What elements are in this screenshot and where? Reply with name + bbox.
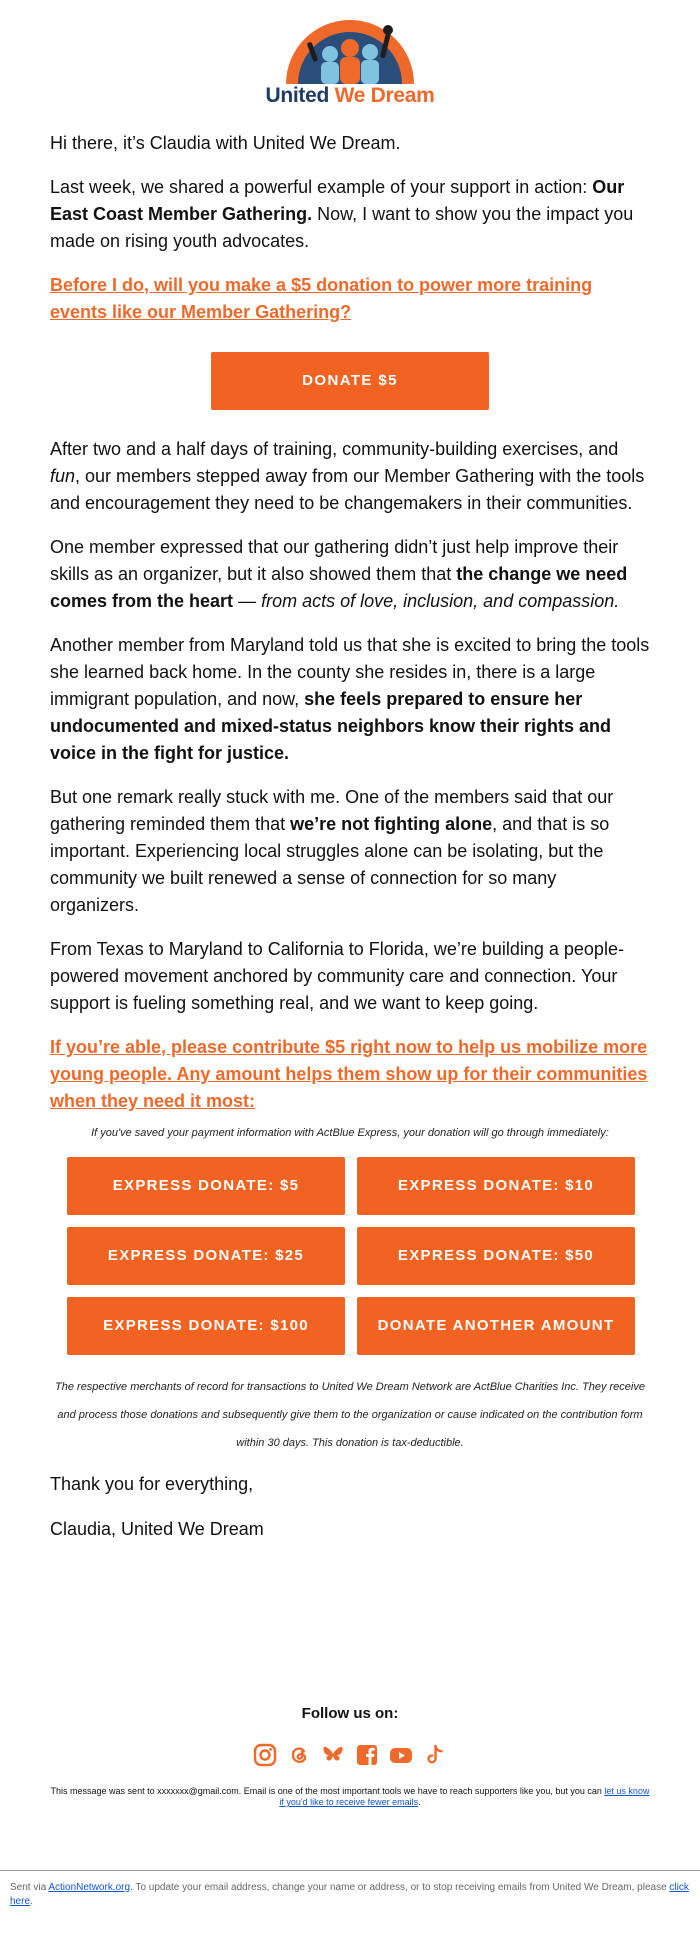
- fewer-emails-link[interactable]: let us know if you'd like to receive fewer emails: [279, 1786, 650, 1807]
- youtube-icon[interactable]: [388, 1742, 414, 1768]
- update-preferences-link[interactable]: click here: [10, 1882, 689, 1907]
- legal-notice: This message was sent to xxxxxxx@gmail.com. Email is one of the most important tools we have to reach supporters like you, but you can let us know if you'd like to receive fewer emails.: [50, 1786, 650, 1807]
- facebook-icon[interactable]: [354, 1742, 380, 1768]
- actionnetwork-link[interactable]: ActionNetwork.org: [48, 1882, 131, 1893]
- donate-another-amount-button[interactable]: DONATE ANOTHER AMOUNT: [357, 1297, 635, 1355]
- paragraph-remark: But one remark really stuck with me. One of the members said that our gathering reminded them that we’re not fighting alone, and that is so important. Experiencing local struggles alone can be isolating, but the community we built renewed a sense of connection for so many organizers.: [50, 787, 614, 915]
- thank-you-line: Thank you for everything,: [50, 1474, 254, 1494]
- actionnetwork-footer: Sent via ActionNetwork.org. To update your email address, change your name or address, or to stop receiving emails from United We Dream, please click here.: [0, 1870, 700, 1909]
- actblue-express-note: If you've saved your payment information with ActBlue Express, your donation will go through immediately:: [91, 1127, 609, 1139]
- contribute-cta-link[interactable]: If you’re able, please contribute $5 right now to help us mobilize more young people. Any amount helps them show up for their communities when they need it most:: [50, 1037, 648, 1111]
- express-donate-100-button[interactable]: EXPRESS DONATE: $100: [67, 1297, 345, 1355]
- united-we-dream-logo[interactable]: [250, 20, 450, 114]
- express-donate-50-button[interactable]: EXPRESS DONATE: $50: [357, 1227, 635, 1285]
- donate-5-button[interactable]: DONATE $5: [211, 352, 489, 410]
- donation-cta-link[interactable]: Before I do, will you make a $5 donation to power more training events like our Member Gathering?: [50, 275, 593, 322]
- actblue-disclaimer: The respective merchants of record for transactions to United We Dream Network are ActBlue Charities Inc. They receive and process those donations and subsequently give them to the organization or cause indicated on the contribution form within 30 days. This donation is tax-deductible.: [55, 1381, 645, 1449]
- paragraph-heart: One member expressed that our gathering didn’t just help improve their skills as an organizer, but it also showed them that the change we need comes from the heart — from acts of love, inclusion, and compassion.: [50, 537, 628, 611]
- express-donate-grid: [67, 1157, 633, 1355]
- paragraph-movement: From Texas to Maryland to California to Florida, we’re building a people-powered movement anchored by community care and connection. Your support is fueling something real, and we want to keep going.: [50, 939, 624, 1013]
- express-donate-10-button[interactable]: EXPRESS DONATE: $10: [357, 1157, 635, 1215]
- email-body: [50, 130, 650, 1561]
- threads-icon[interactable]: [286, 1742, 312, 1768]
- greeting: Hi there, it’s Claudia with United We Dream.: [50, 133, 401, 153]
- follow-us-heading: Follow us on:: [301, 1705, 399, 1722]
- bluesky-icon[interactable]: [320, 1742, 346, 1768]
- express-donate-5-button[interactable]: EXPRESS DONATE: $5: [67, 1157, 345, 1215]
- social-icons: [250, 1742, 450, 1770]
- logo-wordmark: United We Dream: [265, 84, 435, 107]
- signature: Claudia, United We Dream: [50, 1519, 264, 1539]
- instagram-icon[interactable]: [252, 1742, 278, 1768]
- paragraph-training: After two and a half days of training, community-building exercises, and fun, our members stepped away from our Member Gathering with the tools and encouragement they need to be changemakers in their communities.: [50, 439, 645, 513]
- paragraph-intro: Last week, we shared a powerful example of your support in action: Our East Coast Member Gathering. Now, I want to show you the impact you made on rising youth advocates.: [50, 177, 634, 251]
- express-donate-25-button[interactable]: EXPRESS DONATE: $25: [67, 1227, 345, 1285]
- logo-emblem-icon: [250, 20, 450, 86]
- tiktok-icon[interactable]: [422, 1742, 448, 1768]
- paragraph-maryland: Another member from Maryland told us that she is excited to bring the tools she learned back home. In the county she resides in, there is a large immigrant population, and now, she feels prepared to ensure her undocumented and mixed-status neighbors know their rights and voice in the fight for justice.: [50, 635, 650, 763]
